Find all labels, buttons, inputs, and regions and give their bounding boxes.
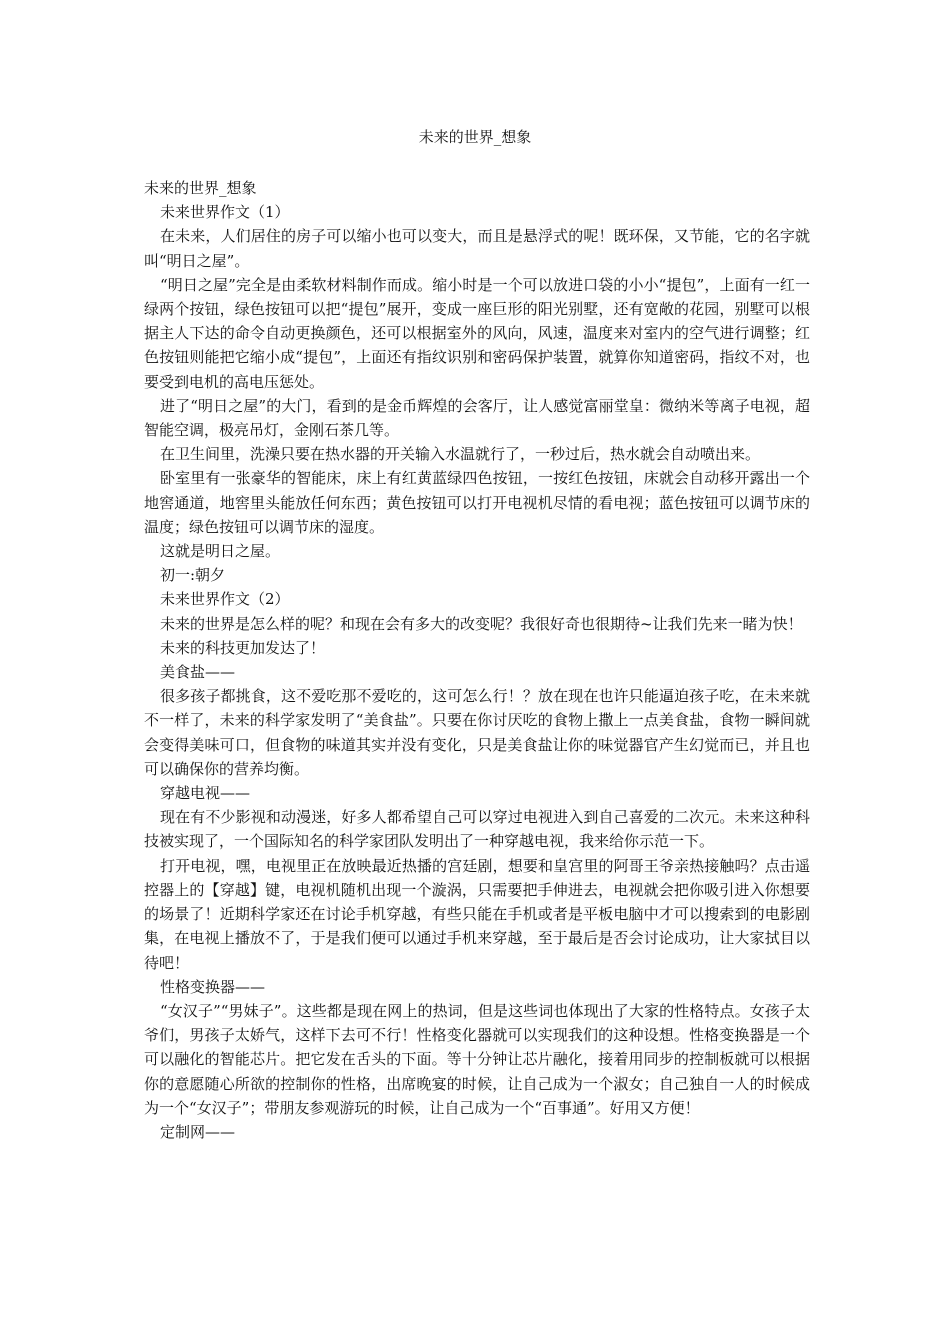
subheading: 性格变换器—— <box>160 977 266 996</box>
paragraph: 现在有不少影视和动漫迷，好多人都希望自己可以穿过电视进入到自己喜爱的二次元。未来这种科技被实现了，一个国际知名的科学家团队发明出了一种穿越电视，我来给你示范一下。 <box>144 808 810 851</box>
paragraph: 进了“明日之屋”的大门，看到的是金币辉煌的会客厅，让人感觉富丽堂皇：微纳米等离子电视，超智能空调，极亮吊灯，金刚石茶几等。 <box>144 396 810 440</box>
paragraph: 打开电视，嘿，电视里正在放映最近热播的宫廷剧，想要和皇宫里的阿哥王爷亲热接触吗？点击遥控器上的【穿越】键，电视机随机出现一个漩涡，只需要把手伸进去，电视就会把你吸引进入你想要的场景了！近期科学家还在讨论手机穿越，有些只能在手机或者是平板电脑中才可以搜索到的电影剧集，在电视上播放不了，于是我们便可以通过手机来穿越，至于最后是否会讨论成功，让大家拭目以待吧！ <box>144 856 810 972</box>
paragraph: 这就是明日之屋。 <box>160 542 281 561</box>
subheading: 定制网—— <box>160 1122 236 1141</box>
paragraph: 很多孩子都挑食，这不爱吃那不爱吃的，这可怎么行！？放在现在也许只能逼迫孩子吃，在未来就不一样了，未来的科学家发明了“美食盐”。只要在你讨厌吃的食物上撒上一点美食盐，食物一瞬间就会变得美味可口，但食物的味道其实并没有变化，只是美食盐让你的味觉器官产生幻觉而已，并且也可以确保你的营养均衡。 <box>144 687 810 778</box>
section-heading-essay-2: 未来世界作文（2） <box>160 590 290 609</box>
paragraph: “女汉子”“男妹子”。这些都是现在网上的热词，但是这些词也体现出了大家的性格特点。女孩子太爷们，男孩子太娇气，这样下去可不行！性格变化器就可以实现我们的这种设想。性格变换器是一个可以融化的智能芯片。把它发在舌头的下面。等十分钟让芯片融化，接着用同步的控制板就可以根据你的意愿随心所欲的控制你的性格，出席晚宴的时候，让自己成为一个淑女；自己独自一人的时候成为一个“女汉子”；带朋友参观游玩的时候，让自己成为一个“百事通”。好用又方便！ <box>144 1001 810 1117</box>
subheading: 穿越电视—— <box>160 784 251 803</box>
subheading: 美食盐—— <box>160 663 236 682</box>
paragraph: 在卫生间里，洗澡只要在热水器的开关输入水温就行了，一秒过后，热水就会自动喷出来。 <box>160 445 761 464</box>
paragraph: 未来的世界是怎么样的呢？和现在会有多大的改变呢？我很好奇也很期待~让我们先来一睹为快！ <box>160 614 803 633</box>
author-line: 初一:朝夕 <box>160 566 226 585</box>
section-heading-essay-1: 未来世界作文（1） <box>160 203 290 222</box>
doc-subtitle: 未来的世界_想象 <box>144 179 257 197</box>
paragraph: “明日之屋”完全是由柔软材料制作而成。缩小时是一个可以放进口袋的小小“提包”，上面有一红一绿两个按钮，绿色按钮可以把“提包”展开，变成一座巨形的阳光别墅，还有宽敞的花园，别墅可以根据主人下达的命令自动更换颜色，还可以根据室外的风向，风速，温度来对室内的空气进行调整；红色按钮则能把它缩小成“提包”，上面还有指纹识别和密码保护装置，就算你知道密码，指纹不对，也要受到电机的高电压惩处。 <box>144 275 810 391</box>
paragraph: 卧室里有一张豪华的智能床，床上有红黄蓝绿四色按钮，一按红色按钮，床就会自动移开露出一个地窖通道，地窖里头能放任何东西；黄色按钮可以打开电视机尽情的看电视；蓝色按钮可以调节床的温度；绿色按钮可以调节床的湿度。 <box>144 469 810 536</box>
document-title: 未来的世界_想象 <box>418 128 532 146</box>
paragraph: 未来的科技更加发达了！ <box>160 638 326 657</box>
paragraph: 在未来，人们居住的房子可以缩小也可以变大，而且是悬浮式的呢！既环保，又节能，它的名字就叫“明日之屋”。 <box>144 227 810 270</box>
document-body <box>144 176 810 1144</box>
